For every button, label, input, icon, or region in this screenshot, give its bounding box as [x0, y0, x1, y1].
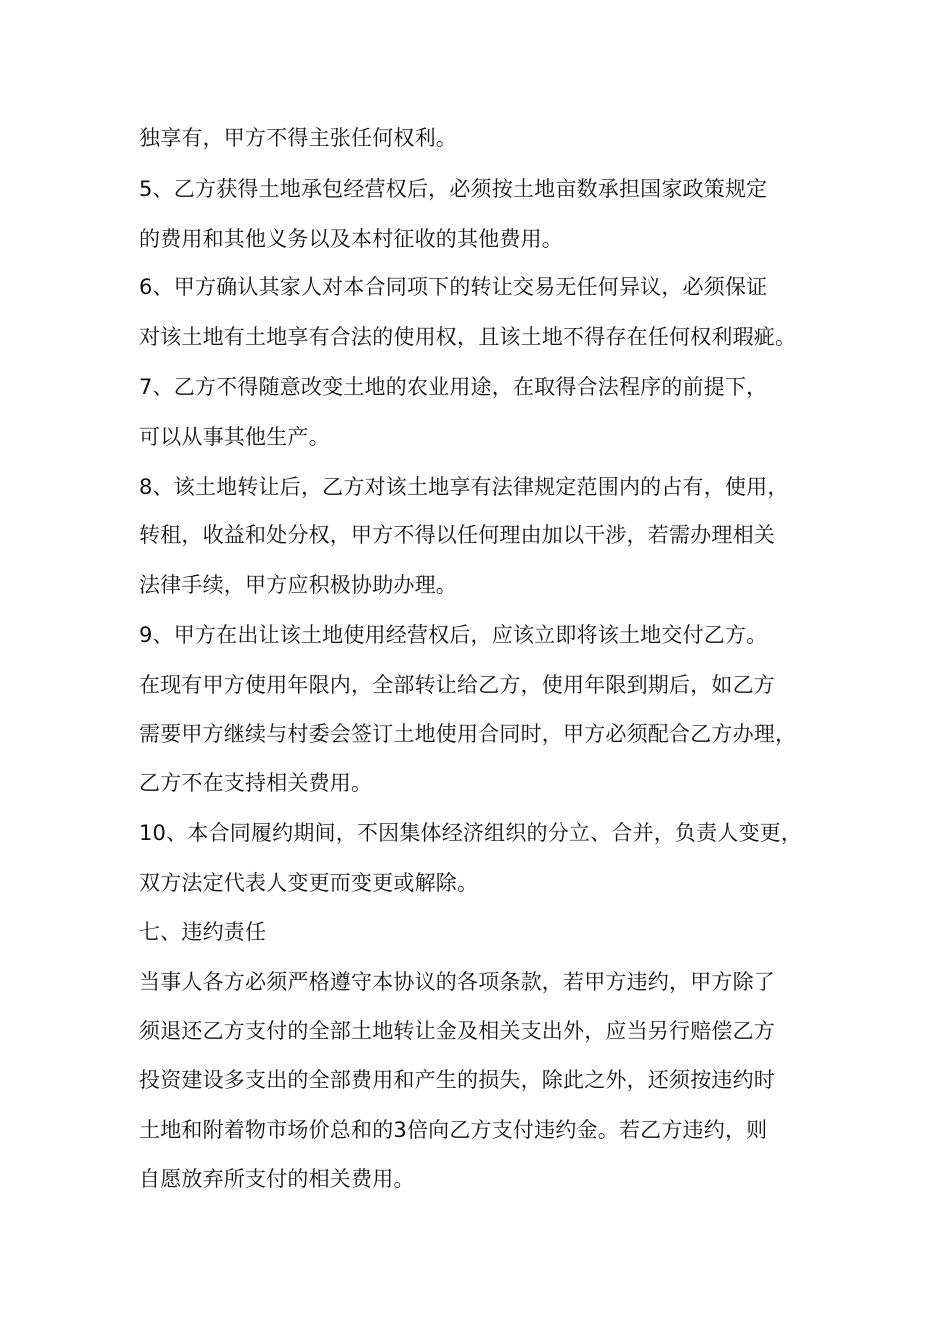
text-line: 独享有，甲方不得主张任何权利。 [139, 126, 457, 150]
text-line: 对该土地有土地享有合法的使用权，且该土地不得存在任何权利瑕疵。 [139, 325, 797, 349]
text-line: 须退还乙方支付的全部土地转让金及相关支出外，应当另行赔偿乙方 [139, 1019, 775, 1043]
text-line: 需要甲方继续与村委会签订土地使用合同时，甲方必须配合乙方办理， [139, 722, 797, 746]
text-line: 7、乙方不得随意改变土地的农业用途，在取得合法程序的前提下， [139, 375, 768, 399]
text-line: 8、该土地转让后，乙方对该土地享有法律规定范围内的占有，使用， [139, 475, 789, 499]
text-line: 6、甲方确认其家人对本合同项下的转让交易无任何异议，必须保证 [139, 275, 768, 299]
text-line: 法律手续，甲方应积极协助办理。 [139, 573, 457, 597]
text-line: 9、甲方在出让该土地使用经营权后，应该立即将该土地交付乙方。 [139, 623, 768, 647]
text-line: 可以从事其他生产。 [139, 425, 330, 449]
text-line: 自愿放弃所支付的相关费用。 [139, 1167, 415, 1191]
text-line: 在现有甲方使用年限内，全部转让给乙方，使用年限到期后，如乙方 [139, 673, 775, 697]
text-line: 投资建设多支出的全部费用和产生的损失，除此之外，还须按违约时 [139, 1068, 775, 1092]
section-heading: 七、违约责任 [139, 920, 267, 944]
text-line: 转租，收益和处分权，甲方不得以任何理由加以干涉，若需办理相关 [139, 523, 775, 547]
text-line: 土地和附着物市场价总和的3倍向乙方支付违约金。若乙方违约，则 [139, 1118, 768, 1142]
text-line: 5、乙方获得土地承包经营权后，必须按土地亩数承担国家政策规定 [139, 177, 768, 201]
text-line: 的费用和其他义务以及本村征收的其他费用。 [139, 227, 563, 251]
text-line: 乙方不在支持相关费用。 [139, 771, 373, 795]
text-line: 双方法定代表人变更而变更或解除。 [139, 871, 479, 895]
text-line: 10、本合同履约期间，不因集体经济组织的分立、合并，负责人变更， [139, 821, 803, 845]
text-line: 当事人各方必须严格遵守本协议的各项条款，若甲方违约，甲方除了 [139, 970, 775, 994]
